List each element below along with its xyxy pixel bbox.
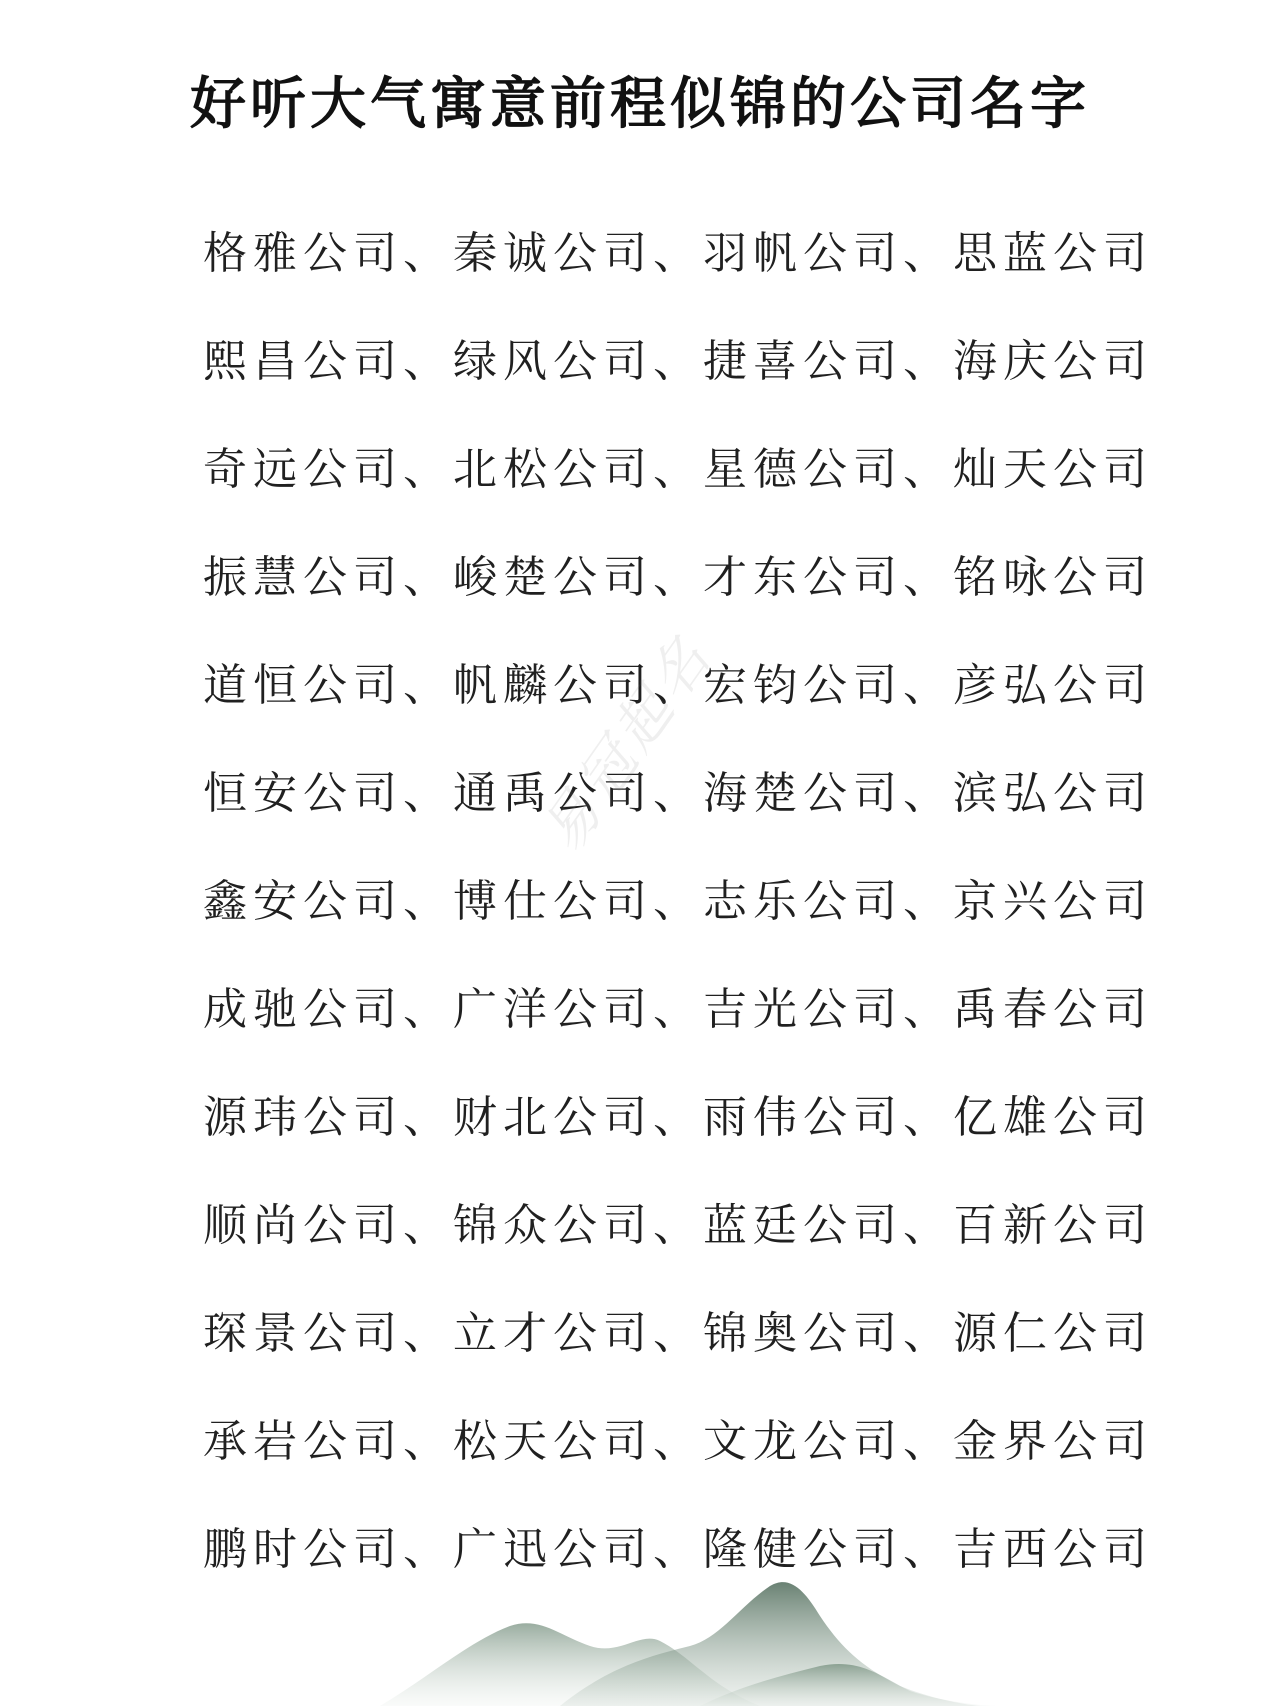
name-row: 源玮公司、财北公司、雨伟公司、亿雄公司 bbox=[203, 1092, 1153, 1143]
watermark: 易冠起名 bbox=[529, 623, 726, 865]
name-row: 承岩公司、松天公司、文龙公司、金界公司 bbox=[203, 1416, 1153, 1467]
name-row: 奇远公司、北松公司、星德公司、灿天公司 bbox=[203, 444, 1153, 495]
name-row: 熙昌公司、绿风公司、捷喜公司、海庆公司 bbox=[203, 336, 1153, 387]
name-row: 顺尚公司、锦众公司、蓝廷公司、百新公司 bbox=[203, 1200, 1153, 1251]
name-row: 琛景公司、立才公司、锦奥公司、源仁公司 bbox=[203, 1308, 1153, 1359]
name-row: 恒安公司、通禹公司、海楚公司、滨弘公司 bbox=[203, 768, 1153, 819]
name-row: 格雅公司、秦诚公司、羽帆公司、思蓝公司 bbox=[203, 228, 1153, 279]
page-title: 好听大气寓意前程似锦的公司名字 bbox=[190, 72, 1090, 137]
name-row: 道恒公司、帆麟公司、宏钧公司、彦弘公司 bbox=[203, 660, 1153, 711]
name-row: 鹏时公司、广迅公司、隆健公司、吉西公司 bbox=[203, 1524, 1153, 1575]
name-row: 成驰公司、广洋公司、吉光公司、禹春公司 bbox=[203, 984, 1153, 1035]
ink-mountain-icon bbox=[0, 1546, 1280, 1706]
company-name-list bbox=[203, 200, 1153, 1604]
name-row: 振慧公司、峻楚公司、才东公司、铭咏公司 bbox=[203, 552, 1153, 603]
name-row: 鑫安公司、博仕公司、志乐公司、京兴公司 bbox=[203, 876, 1153, 927]
